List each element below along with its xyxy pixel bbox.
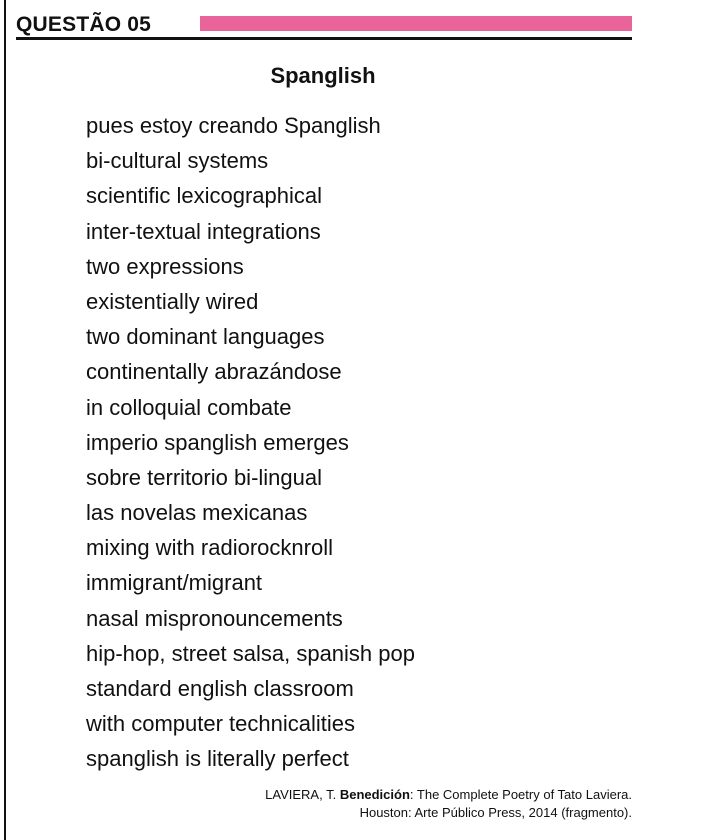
poem-title: Spanglish <box>270 63 376 88</box>
poem-line: with computer technicalities <box>86 711 356 737</box>
poem-line: immigrant/migrant <box>86 570 263 596</box>
citation-author: LAVIERA, T. <box>265 787 337 802</box>
poem-line: nasal mispronouncements <box>86 605 343 631</box>
poem-line: continentally abrazándose <box>86 359 342 385</box>
poem-line: spanglish is literally perfect <box>86 746 349 772</box>
poem-line: two dominant languages <box>86 324 325 350</box>
question-header <box>16 10 632 40</box>
citation-subtitle: : The Complete Poetry of Tato Laviera. <box>409 787 632 802</box>
citation-line-2: Houston: Arte Público Press, 2014 (fragmento). <box>359 805 632 820</box>
poem-line: inter-textual integrations <box>86 218 321 244</box>
poem-line: in colloquial combate <box>86 394 292 420</box>
citation-work-title: Benedición <box>339 787 410 802</box>
accent-bar <box>200 16 632 31</box>
poem-line: bi-cultural systems <box>86 148 269 174</box>
poem-line: pues estoy creando Spanglish <box>86 113 381 138</box>
citation <box>265 786 632 822</box>
poem-line: standard english classroom <box>86 676 354 701</box>
poem-line: two expressions <box>86 253 244 279</box>
poem-line: imperio spanglish emerges <box>86 429 349 455</box>
poem-line: mixing with radiorocknroll <box>86 535 333 561</box>
poem-line: existentially wired <box>86 288 259 314</box>
question-label: QUESTÃO 05 <box>16 13 152 36</box>
poem-line: sobre territorio bi-lingual <box>86 464 322 490</box>
poem-line: las novelas mexicanas <box>86 500 308 526</box>
poem-body <box>86 108 415 777</box>
header-underline <box>16 37 632 40</box>
poem-line: hip-hop, street salsa, spanish pop <box>86 640 415 666</box>
poem-line: scientific lexicographical <box>86 183 322 209</box>
citation-line-1 <box>265 786 632 804</box>
left-margin-rule <box>4 0 6 840</box>
